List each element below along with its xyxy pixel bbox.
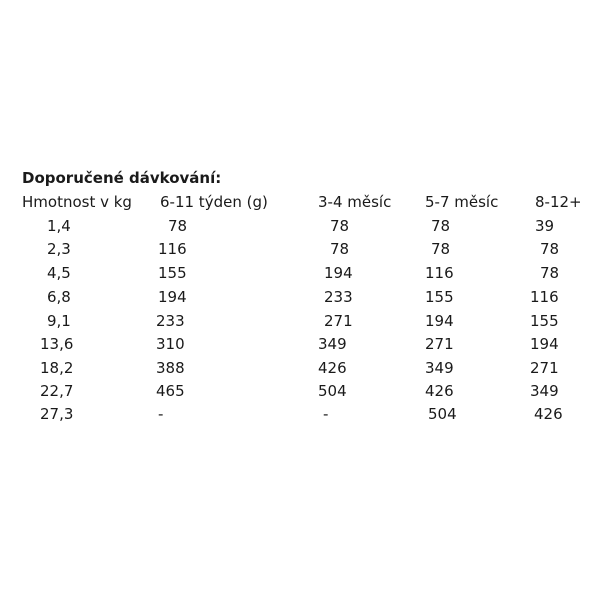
cell-dose-8-12-months: 78: [540, 264, 560, 282]
cell-dose-5-7-months: 78: [431, 217, 451, 235]
cell-dose-3-4-months: 78: [330, 217, 350, 235]
cell-dose-8-12-months: 426: [534, 405, 563, 423]
header-5-7-months: 5-7 měsíc: [425, 193, 499, 211]
cell-dose-3-4-months: 78: [330, 240, 350, 258]
cell-weight: 2,3: [47, 240, 71, 258]
header-weight: Hmotnost v kg: [22, 193, 132, 211]
cell-weight: 1,4: [47, 217, 71, 235]
cell-dose-8-12-months: 271: [530, 359, 559, 377]
cell-dose-6-11-weeks: 78: [168, 217, 188, 235]
cell-weight: 9,1: [47, 312, 71, 330]
cell-dose-5-7-months: 155: [425, 288, 454, 306]
cell-dose-8-12-months: 155: [530, 312, 559, 330]
cell-dose-5-7-months: 426: [425, 382, 454, 400]
cell-weight: 13,6: [40, 335, 74, 353]
cell-dose-3-4-months: -: [323, 405, 329, 423]
cell-dose-3-4-months: 271: [324, 312, 353, 330]
cell-dose-6-11-weeks: -: [158, 405, 164, 423]
cell-dose-3-4-months: 194: [324, 264, 353, 282]
cell-dose-5-7-months: 349: [425, 359, 454, 377]
cell-weight: 27,3: [40, 405, 74, 423]
cell-weight: 4,5: [47, 264, 71, 282]
cell-dose-3-4-months: 233: [324, 288, 353, 306]
cell-dose-8-12-months: 194: [530, 335, 559, 353]
header-8-12-months: 8-12+: [535, 193, 582, 211]
dosage-title: Doporučené dávkování:: [22, 169, 222, 187]
cell-dose-8-12-months: 39: [535, 217, 555, 235]
cell-dose-6-11-weeks: 155: [158, 264, 187, 282]
cell-dose-6-11-weeks: 194: [158, 288, 187, 306]
cell-dose-5-7-months: 116: [425, 264, 454, 282]
cell-dose-3-4-months: 426: [318, 359, 347, 377]
cell-weight: 6,8: [47, 288, 71, 306]
cell-dose-8-12-months: 116: [530, 288, 559, 306]
cell-dose-6-11-weeks: 116: [158, 240, 187, 258]
cell-dose-6-11-weeks: 388: [156, 359, 185, 377]
cell-dose-5-7-months: 78: [431, 240, 451, 258]
cell-dose-8-12-months: 349: [530, 382, 559, 400]
header-6-11-weeks: 6-11 týden (g): [160, 193, 268, 211]
cell-dose-6-11-weeks: 310: [156, 335, 185, 353]
cell-dose-3-4-months: 504: [318, 382, 347, 400]
cell-dose-5-7-months: 271: [425, 335, 454, 353]
cell-dose-5-7-months: 504: [428, 405, 457, 423]
cell-dose-6-11-weeks: 233: [156, 312, 185, 330]
cell-dose-3-4-months: 349: [318, 335, 347, 353]
cell-dose-6-11-weeks: 465: [156, 382, 185, 400]
cell-weight: 18,2: [40, 359, 74, 377]
cell-dose-8-12-months: 78: [540, 240, 560, 258]
cell-dose-5-7-months: 194: [425, 312, 454, 330]
header-3-4-months: 3-4 měsíc: [318, 193, 392, 211]
cell-weight: 22,7: [40, 382, 74, 400]
